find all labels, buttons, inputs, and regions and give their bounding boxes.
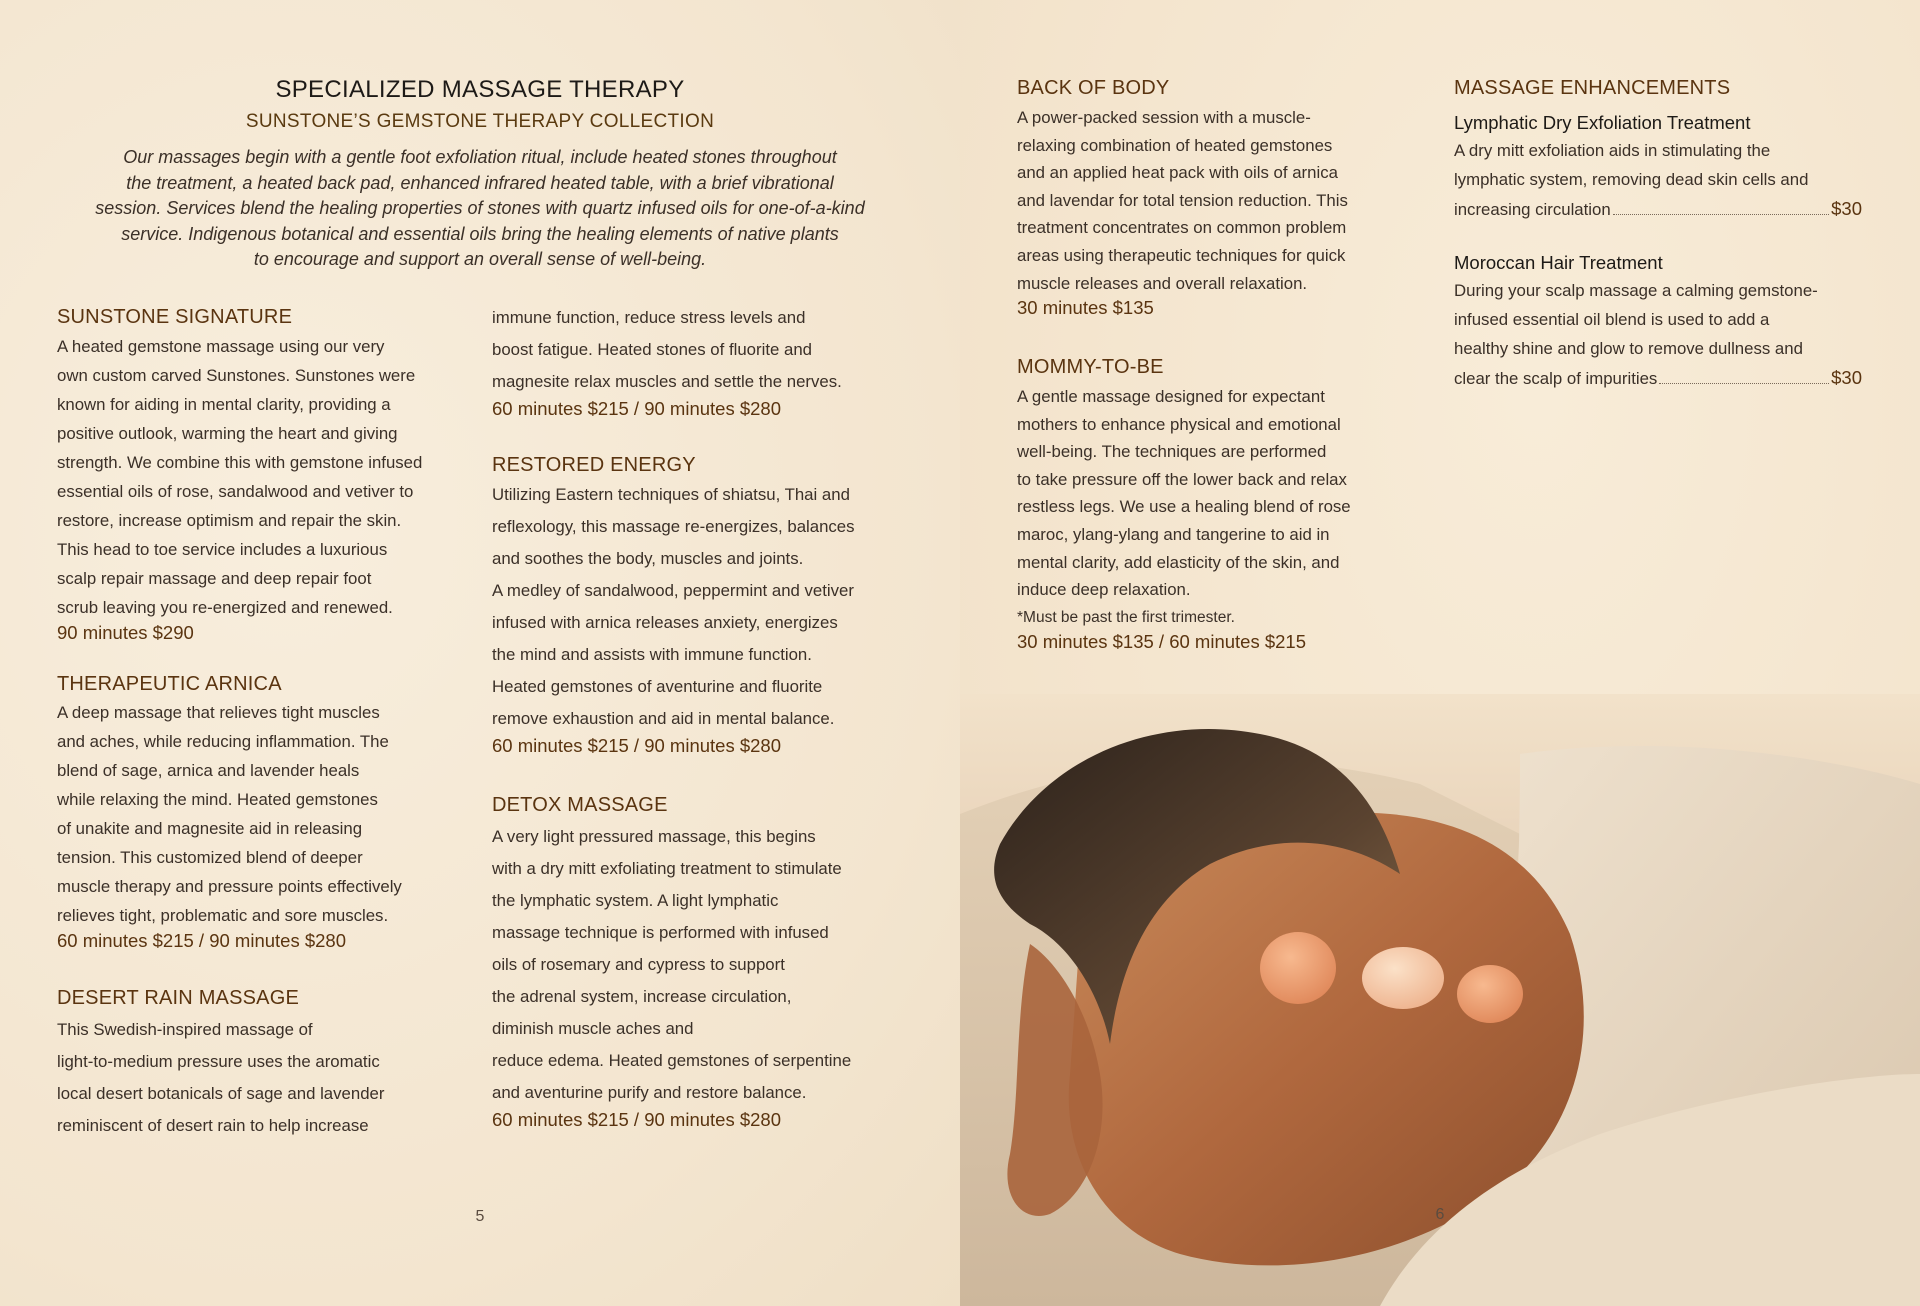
treatment-title: Moroccan Hair Treatment <box>1454 252 1663 273</box>
price: 60 minutes $215 / 90 minutes $280 <box>57 930 346 951</box>
page-title: SPECIALIZED MASSAGE THERAPY <box>275 76 685 103</box>
text-line: reflexology, this massage re-energizes, balances <box>492 517 855 536</box>
text-line: infused with arnica releases anxiety, energizes <box>492 613 838 632</box>
section-description <box>492 302 912 398</box>
text-line: oils of rosemary and cypress to support <box>492 955 785 974</box>
section-description <box>492 479 912 735</box>
price-line <box>1454 363 1862 393</box>
text-line: Utilizing Eastern techniques of shiatsu, Thai and <box>492 485 850 504</box>
text-line: the adrenal system, increase circulation, <box>492 987 792 1006</box>
text-line: A gentle massage designed for expectant <box>1017 387 1325 406</box>
section-heading: SUNSTONE SIGNATURE <box>57 306 293 328</box>
intro-line: service. Indigenous botanical and essential oils bring the healing elements of native plants <box>121 223 839 244</box>
text-line: known for aiding in mental clarity, providing a <box>57 395 391 414</box>
text-line: A very light pressured massage, this begins <box>492 827 816 846</box>
text-line: while relaxing the mind. Heated gemstones <box>57 790 378 809</box>
detox-massage-section <box>492 794 912 1131</box>
text-line: treatment concentrates on common problem <box>1017 218 1347 238</box>
section-heading: MASSAGE ENHANCEMENTS <box>1454 77 1731 99</box>
text-line: relieves tight, problematic and sore muscles. <box>57 906 389 925</box>
text-line: reduce edema. Heated gemstones of serpentine <box>492 1051 852 1070</box>
desert-rain-continued <box>492 302 912 420</box>
dot-leader <box>1659 383 1829 384</box>
text-line: lymphatic system, removing dead skin cells and <box>1454 170 1809 189</box>
text-line: increasing circulation <box>1454 200 1611 219</box>
text-line: induce deep relaxation. <box>1017 580 1191 600</box>
text-line: essential oils of rose, sandalwood and vetiver to <box>57 482 414 501</box>
therapeutic-arnica-section <box>57 673 477 952</box>
section-description <box>492 821 912 1109</box>
section-description <box>1017 383 1397 631</box>
dot-leader <box>1613 214 1829 215</box>
price: 90 minutes $290 <box>57 622 194 643</box>
treatment-description <box>1454 136 1862 224</box>
text-line: mothers to enhance physical and emotional <box>1017 414 1341 434</box>
text-line: strength. We combine this with gemstone infused <box>57 453 423 472</box>
section-heading: RESTORED ENERGY <box>492 454 696 476</box>
text-line: own custom carved Sunstones. Sunstones were <box>57 366 416 385</box>
intro-line: the treatment, a heated back pad, enhanced infrared heated table, with a brief vibrational <box>126 172 834 193</box>
moroccan-hair-treatment <box>1454 252 1862 393</box>
text-line: Heated gemstones of aventurine and fluorite <box>492 677 823 696</box>
text-line: A deep massage that relieves tight muscles <box>57 703 380 722</box>
text-line: and aventurine purify and restore balance. <box>492 1083 807 1102</box>
text-line: A heated gemstone massage using our very <box>57 337 385 356</box>
text-line: maroc, ylang-ylang and tangerine to aid in <box>1017 524 1330 544</box>
intro-line: to encourage and support an overall sense of well-being. <box>253 249 707 269</box>
text-line: local desert botanicals of sage and lavender <box>57 1084 385 1103</box>
text-line: infused essential oil blend is used to add a <box>1454 310 1770 329</box>
text-line: healthy shine and glow to remove dullness and <box>1454 339 1803 358</box>
section-heading: BACK OF BODY <box>1017 77 1170 99</box>
treatment-title: Lymphatic Dry Exfoliation Treatment <box>1454 112 1751 133</box>
price: 60 minutes $215 / 90 minutes $280 <box>492 735 781 756</box>
text-line: immune function, reduce stress levels and <box>492 308 806 327</box>
section-heading: DESERT RAIN MASSAGE <box>57 987 300 1009</box>
text-line: well-being. The techniques are performed <box>1017 442 1327 462</box>
text-line: muscle therapy and pressure points effectively <box>57 877 402 896</box>
section-description <box>57 698 477 930</box>
text-line: relaxing combination of heated gemstones <box>1017 135 1333 155</box>
section-description <box>57 1014 477 1142</box>
sunstone-signature-section <box>57 306 477 644</box>
lymphatic-treatment <box>1454 112 1862 224</box>
text-line: This head to toe service includes a luxurious <box>57 540 388 559</box>
text-line: and lavendar for total tension reduction. This <box>1017 190 1348 210</box>
treatment-description <box>1454 276 1862 393</box>
text-line: *Must be past the first trimester. <box>1017 608 1235 626</box>
text-line: restless legs. We use a healing blend of rose <box>1017 497 1351 517</box>
text-line: the lymphatic system. A light lymphatic <box>492 891 779 910</box>
section-heading: THERAPEUTIC ARNICA <box>57 673 282 695</box>
section-heading: MOMMY-TO-BE <box>1017 356 1164 378</box>
text-line: tension. This customized blend of deeper <box>57 848 363 867</box>
text-line: scrub leaving you re-energized and renewed. <box>57 598 393 617</box>
intro-line: session. Services blend the healing properties of stones with quartz infused oils for one-of-a-kind <box>95 198 865 218</box>
intro-line: Our massages begin with a gentle foot exfoliation ritual, include heated stones throughout <box>123 147 837 167</box>
price: $30 <box>1831 198 1862 219</box>
mommy-to-be-section <box>1017 356 1397 653</box>
text-line: magnesite relax muscles and settle the nerves. <box>492 372 842 391</box>
text-line: restore, increase optimism and repair the skin. <box>57 511 402 530</box>
price: 60 minutes $215 / 90 minutes $280 <box>492 398 781 419</box>
section-description <box>1017 104 1397 297</box>
back-of-body-section <box>1017 77 1397 319</box>
price: 30 minutes $135 <box>1017 297 1154 319</box>
section-heading: DETOX MASSAGE <box>492 794 668 816</box>
price: 60 minutes $215 / 90 minutes $280 <box>492 1109 781 1130</box>
massage-enhancements-section <box>1454 77 1862 393</box>
text-line: boost fatigue. Heated stones of fluorite and <box>492 340 812 359</box>
text-line: mental clarity, add elasticity of the skin, and <box>1017 552 1340 572</box>
text-line: muscle releases and overall relaxation. <box>1017 273 1308 293</box>
price-line <box>1454 194 1862 224</box>
text-line: clear the scalp of impurities <box>1454 369 1658 388</box>
text-line: with a dry mitt exfoliating treatment to stimulate <box>492 859 842 878</box>
text-line: scalp repair massage and deep repair foot <box>57 569 372 588</box>
text-line: light-to-medium pressure uses the aromatic <box>57 1052 380 1071</box>
text-line: This Swedish-inspired massage of <box>57 1020 313 1039</box>
text-line: areas using therapeutic techniques for quick <box>1017 245 1346 265</box>
text-line: A dry mitt exfoliation aids in stimulating the <box>1454 141 1771 160</box>
text-line: A medley of sandalwood, peppermint and vetiver <box>492 581 854 600</box>
text-line: massage technique is performed with infused <box>492 923 829 942</box>
text-line: A power-packed session with a muscle- <box>1017 108 1311 127</box>
text-line: diminish muscle aches and <box>492 1019 694 1038</box>
text-line: remove exhaustion and aid in mental balance. <box>492 709 835 728</box>
text-line: and an applied heat pack with oils of arnica <box>1017 163 1338 183</box>
text-line: of unakite and magnesite aid in releasing <box>57 819 363 838</box>
text-line: and soothes the body, muscles and joints. <box>492 549 804 568</box>
desert-rain-section <box>57 987 477 1142</box>
price: $30 <box>1831 367 1862 388</box>
text-line: During your scalp massage a calming gemstone- <box>1454 281 1818 300</box>
text-line: the mind and assists with immune function. <box>492 645 812 664</box>
intro-paragraph <box>57 145 903 273</box>
text-line: blend of sage, arnica and lavender heals <box>57 761 360 780</box>
collection-subtitle: SUNSTONE’S GEMSTONE THERAPY COLLECTION <box>245 111 715 132</box>
price: 30 minutes $135 / 60 minutes $215 <box>1017 631 1306 653</box>
text-line: to take pressure off the lower back and relax <box>1017 469 1347 489</box>
text-line: reminiscent of desert rain to help increase <box>57 1116 369 1135</box>
restored-energy-section <box>492 454 912 757</box>
page-number-right: 6 <box>1435 1206 1445 1223</box>
text-line: positive outlook, warming the heart and giving <box>57 424 398 443</box>
section-description <box>57 332 477 622</box>
page-number-left: 5 <box>475 1208 485 1225</box>
text-line: and aches, while reducing inflammation. The <box>57 732 389 751</box>
